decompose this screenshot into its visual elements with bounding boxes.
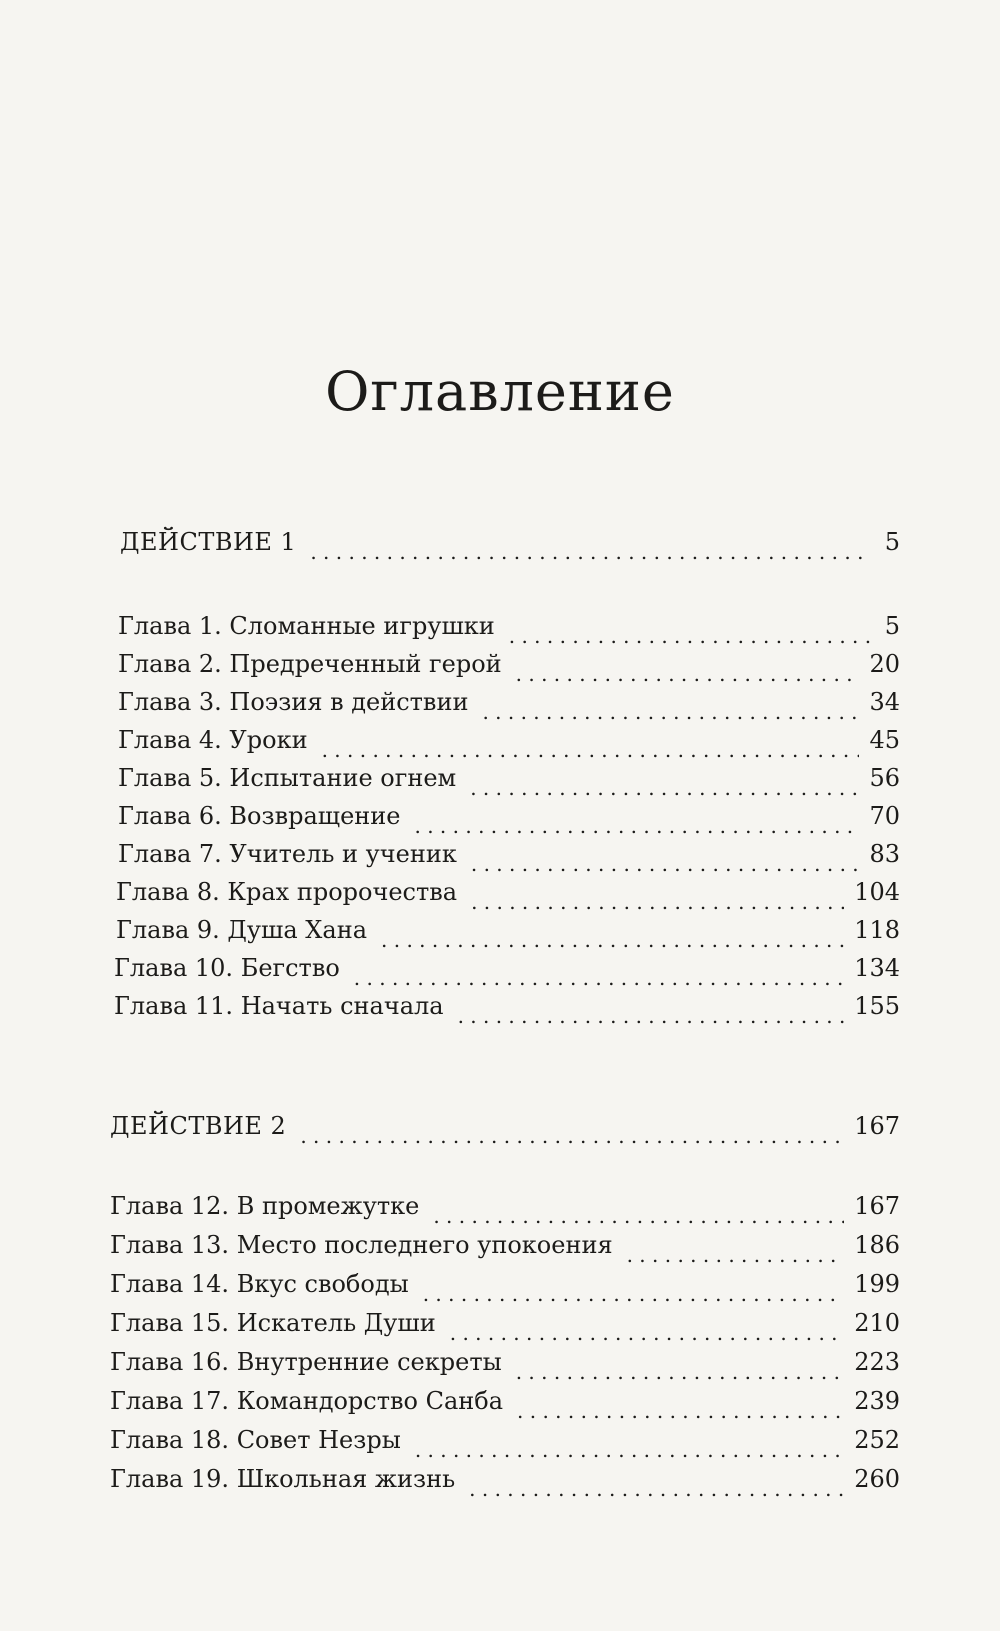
chapter-label: Глава 8. Крах пророчества <box>116 878 458 906</box>
act-entry <box>120 528 900 566</box>
chapter-entry <box>118 612 900 650</box>
chapter-label: Глава 5. Испытание огнем <box>118 764 457 792</box>
chapter-label: Глава 3. Поэзия в действии <box>118 688 469 716</box>
dot-leader <box>509 626 870 650</box>
chapter-entry <box>110 1348 900 1386</box>
dot-leader <box>470 778 859 802</box>
chapter-label: Глава 19. Школьная жизнь <box>110 1465 456 1493</box>
chapter-label: Глава 9. Душа Хана <box>116 916 368 944</box>
chapter-entry <box>110 1270 900 1308</box>
page-number: 83 <box>869 840 900 868</box>
chapter-label: Глава 15. Искатель Души <box>110 1309 436 1337</box>
act-label: ДЕЙСТВИЕ 1 <box>120 528 297 556</box>
chapter-entry <box>114 992 900 1030</box>
page-number: 118 <box>854 916 900 944</box>
dot-leader <box>471 854 860 878</box>
chapter-entry <box>110 1192 900 1230</box>
page-title: Оглавление <box>325 360 675 423</box>
chapter-label: Глава 18. Совет Незры <box>110 1426 401 1454</box>
page-number: 5 <box>884 612 900 640</box>
dot-leader <box>469 1479 844 1503</box>
chapter-label: Глава 16. Внутренние секреты <box>110 1348 502 1376</box>
page-number: 223 <box>854 1348 900 1376</box>
page-number: 260 <box>854 1465 900 1493</box>
dot-leader <box>627 1245 845 1269</box>
page-number: 167 <box>854 1112 900 1140</box>
chapter-entry <box>116 916 900 954</box>
chapter-entry <box>118 726 900 764</box>
chapter-entry <box>118 802 900 840</box>
chapter-entry <box>110 1387 900 1425</box>
chapter-entry <box>118 764 900 802</box>
dot-leader <box>322 740 860 764</box>
page-number: 239 <box>854 1387 900 1415</box>
dot-leader <box>381 930 844 954</box>
page-number: 5 <box>884 528 900 556</box>
chapter-entry <box>116 878 900 916</box>
dot-leader <box>300 1126 844 1150</box>
chapter-label: Глава 2. Предреченный герой <box>118 650 502 678</box>
dot-leader <box>516 1362 844 1386</box>
dot-leader <box>482 702 859 726</box>
page-number: 56 <box>869 764 900 792</box>
dot-leader <box>310 542 870 566</box>
page-number: 70 <box>869 802 900 830</box>
page-number: 252 <box>854 1426 900 1454</box>
chapter-entry <box>110 1231 900 1269</box>
dot-leader <box>423 1284 844 1308</box>
dot-leader <box>471 892 844 916</box>
page-number: 199 <box>854 1270 900 1298</box>
chapter-entry <box>114 954 900 992</box>
dot-leader <box>458 1006 845 1030</box>
dot-leader <box>354 968 844 992</box>
page-number: 20 <box>869 650 900 678</box>
page-number: 134 <box>854 954 900 982</box>
page-number: 210 <box>854 1309 900 1337</box>
chapter-entry <box>110 1465 900 1503</box>
act-label: ДЕЙСТВИЕ 2 <box>110 1112 287 1140</box>
chapter-label: Глава 7. Учитель и ученик <box>118 840 457 868</box>
dot-leader <box>433 1206 844 1230</box>
act-entry <box>110 1112 900 1150</box>
chapter-entry <box>118 688 900 726</box>
chapter-label: Глава 11. Начать сначала <box>114 992 444 1020</box>
chapter-label: Глава 4. Уроки <box>118 726 308 754</box>
page-number: 45 <box>869 726 900 754</box>
chapter-label: Глава 17. Командорство Санба <box>110 1387 504 1415</box>
chapter-entry <box>118 650 900 688</box>
page-number: 104 <box>854 878 900 906</box>
dot-leader <box>516 664 860 688</box>
chapter-entry <box>110 1426 900 1464</box>
page-number: 155 <box>854 992 900 1020</box>
page-number: 34 <box>869 688 900 716</box>
dot-leader <box>450 1323 844 1347</box>
chapter-label: Глава 14. Вкус свободы <box>110 1270 409 1298</box>
page-number: 186 <box>854 1231 900 1259</box>
dot-leader <box>517 1401 844 1425</box>
page-number: 167 <box>854 1192 900 1220</box>
chapter-label: Глава 6. Возвращение <box>118 802 401 830</box>
chapter-entry <box>110 1309 900 1347</box>
chapter-label: Глава 10. Бегство <box>114 954 340 982</box>
dot-leader <box>415 816 860 840</box>
chapter-label: Глава 12. В промежутке <box>110 1192 420 1220</box>
chapter-label: Глава 1. Сломанные игрушки <box>118 612 495 640</box>
chapter-entry <box>118 840 900 878</box>
dot-leader <box>415 1440 844 1464</box>
chapter-label: Глава 13. Место последнего упокоения <box>110 1231 613 1259</box>
